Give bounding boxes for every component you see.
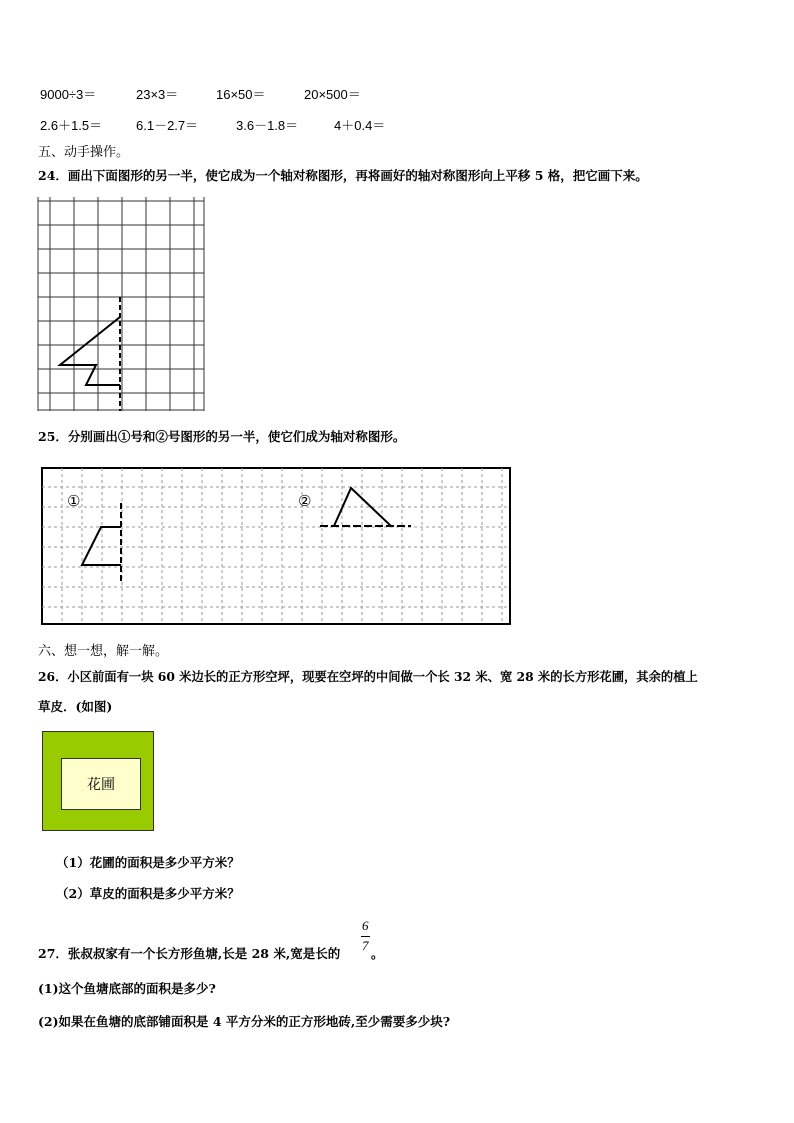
q24-grid-figure bbox=[38, 197, 208, 412]
section-six-heading: 六、想一想，解一解。 bbox=[38, 644, 169, 659]
question-27-text: 27．张叔叔家有一个长方形鱼塘,长是 28 米,宽是长的 bbox=[38, 946, 341, 961]
calc-1: 9000÷3＝ bbox=[40, 87, 97, 102]
fraction-numerator: 6 bbox=[362, 918, 369, 933]
garden-rectangle bbox=[61, 758, 141, 810]
question-26-part2: （2）草皮的面积是多少平方米？ bbox=[56, 886, 240, 901]
calc-8: 4＋0.4＝ bbox=[334, 118, 386, 133]
fraction-denominator: 7 bbox=[362, 938, 369, 953]
calc-4: 20×500＝ bbox=[304, 87, 361, 102]
question-27-end: 。 bbox=[371, 946, 384, 961]
fraction-bar bbox=[361, 936, 370, 937]
question-26-part1: （1）花圃的面积是多少平方米？ bbox=[56, 855, 240, 870]
calc-7: 3.6－1.8＝ bbox=[236, 118, 299, 133]
calc-2: 23×3＝ bbox=[136, 87, 179, 102]
question-26-line2: 草皮．(如图) bbox=[38, 699, 113, 714]
section-five-heading: 五、动手操作。 bbox=[38, 145, 130, 160]
calc-5: 2.6＋1.5＝ bbox=[40, 118, 103, 133]
calc-3: 16×50＝ bbox=[216, 87, 266, 102]
calc-6: 6.1－2.7＝ bbox=[136, 118, 199, 133]
question-24: 24．画出下面图形的另一半，使它成为一个轴对称图形，再将画好的轴对称图形向上平移 5 格，把它画下来。 bbox=[38, 168, 648, 183]
question-27-part2: (2)如果在鱼塘的底部铺面积是 4 平方分米的正方形地砖,至少需要多少块? bbox=[38, 1014, 451, 1029]
figure-1-label: ① bbox=[67, 492, 81, 510]
question-27 bbox=[38, 944, 340, 962]
question-25: 25．分别画出①号和②号图形的另一半，使它们成为轴对称图形。 bbox=[38, 429, 406, 444]
question-26-line1: 26．小区前面有一块 60 米边长的正方形空坪，现要在空坪的中间做一个长 32 米、宽 28 米的长方形花圃，其余的植上 bbox=[38, 669, 698, 684]
garden-label: 花圃 bbox=[87, 777, 115, 793]
question-27-part1: (1)这个鱼塘底部的面积是多少? bbox=[38, 981, 216, 996]
lawn-square bbox=[42, 731, 154, 831]
figure-2-label: ② bbox=[298, 492, 312, 510]
q25-grid-figure bbox=[41, 467, 513, 627]
